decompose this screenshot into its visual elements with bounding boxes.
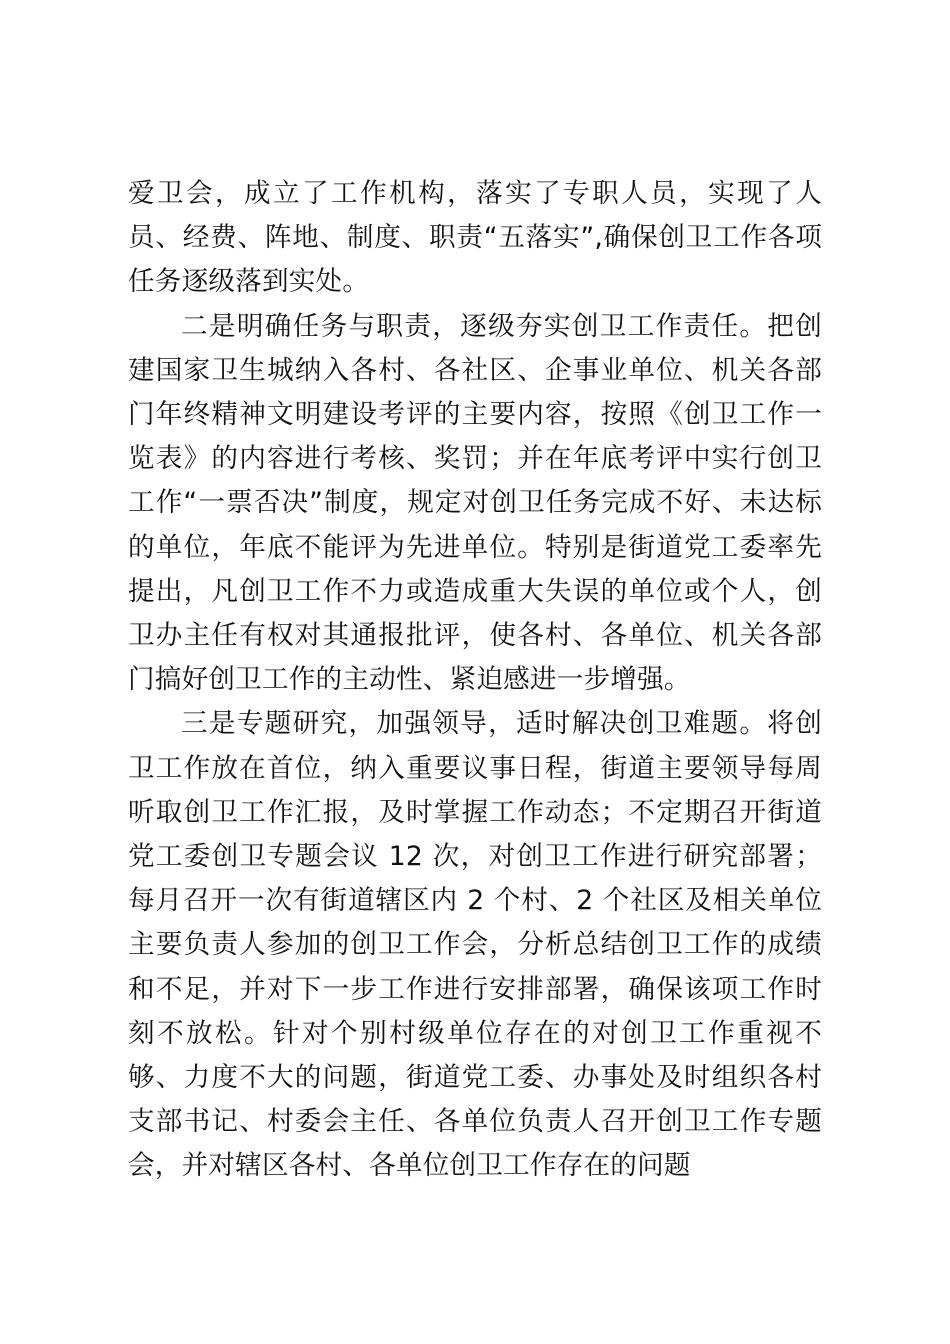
paragraph-task-responsibility: 二是明确任务与职责，逐级夯实创卫工作责任。把创建国家卫生城纳入各村、各社区、企事业单位、机关各部门年终精神文明建设考评的主要内容，按照《创卫工作一览表》的内容进行考核、奖罚；并在年底考评中实行创卫工作“一票否决”制度，规定对创卫任务完成不好、未达标的单位，年底不能评为先进单位。特别是街道党工委率先提出，凡创卫工作不力或造成重大失误的单位或个人，创卫办主任有权对其通报批评，使各村、各单位、机关各部门搞好创卫工作的主动性、紧迫感进一步增强。	[128, 310, 822, 696]
document-body	[128, 172, 822, 1189]
paragraph-special-study: 三是专题研究，加强领导，适时解决创卫难题。将创卫工作放在首位，纳入重要议事日程，街道主要领导每周听取创卫工作汇报，及时掌握工作动态；不定期召开街道党工委创卫专题会议 12 次，对创卫工作进行研究部署；每月召开一次有街道辖区内 2 个村、2 个社区及相关单位主要负责人参加的创卫工作会，分析总结创卫工作的成绩和不足，并对下一步工作进行安排部署，确保该项工作时刻不放松。针对个别村级单位存在的对创卫工作重视不够、力度不大的问题，街道党工委、办事处及时组织各村支部书记、村委会主任、各单位负责人召开创卫工作专题会，并对辖区各村、各单位创卫工作存在的问题	[128, 708, 822, 1182]
paragraph-continuation: 爱卫会，成立了工作机构，落实了专职人员，实现了人员、经费、阵地、制度、职责“五落实”,确保创卫工作各项任务逐级落到实处。	[128, 178, 822, 298]
